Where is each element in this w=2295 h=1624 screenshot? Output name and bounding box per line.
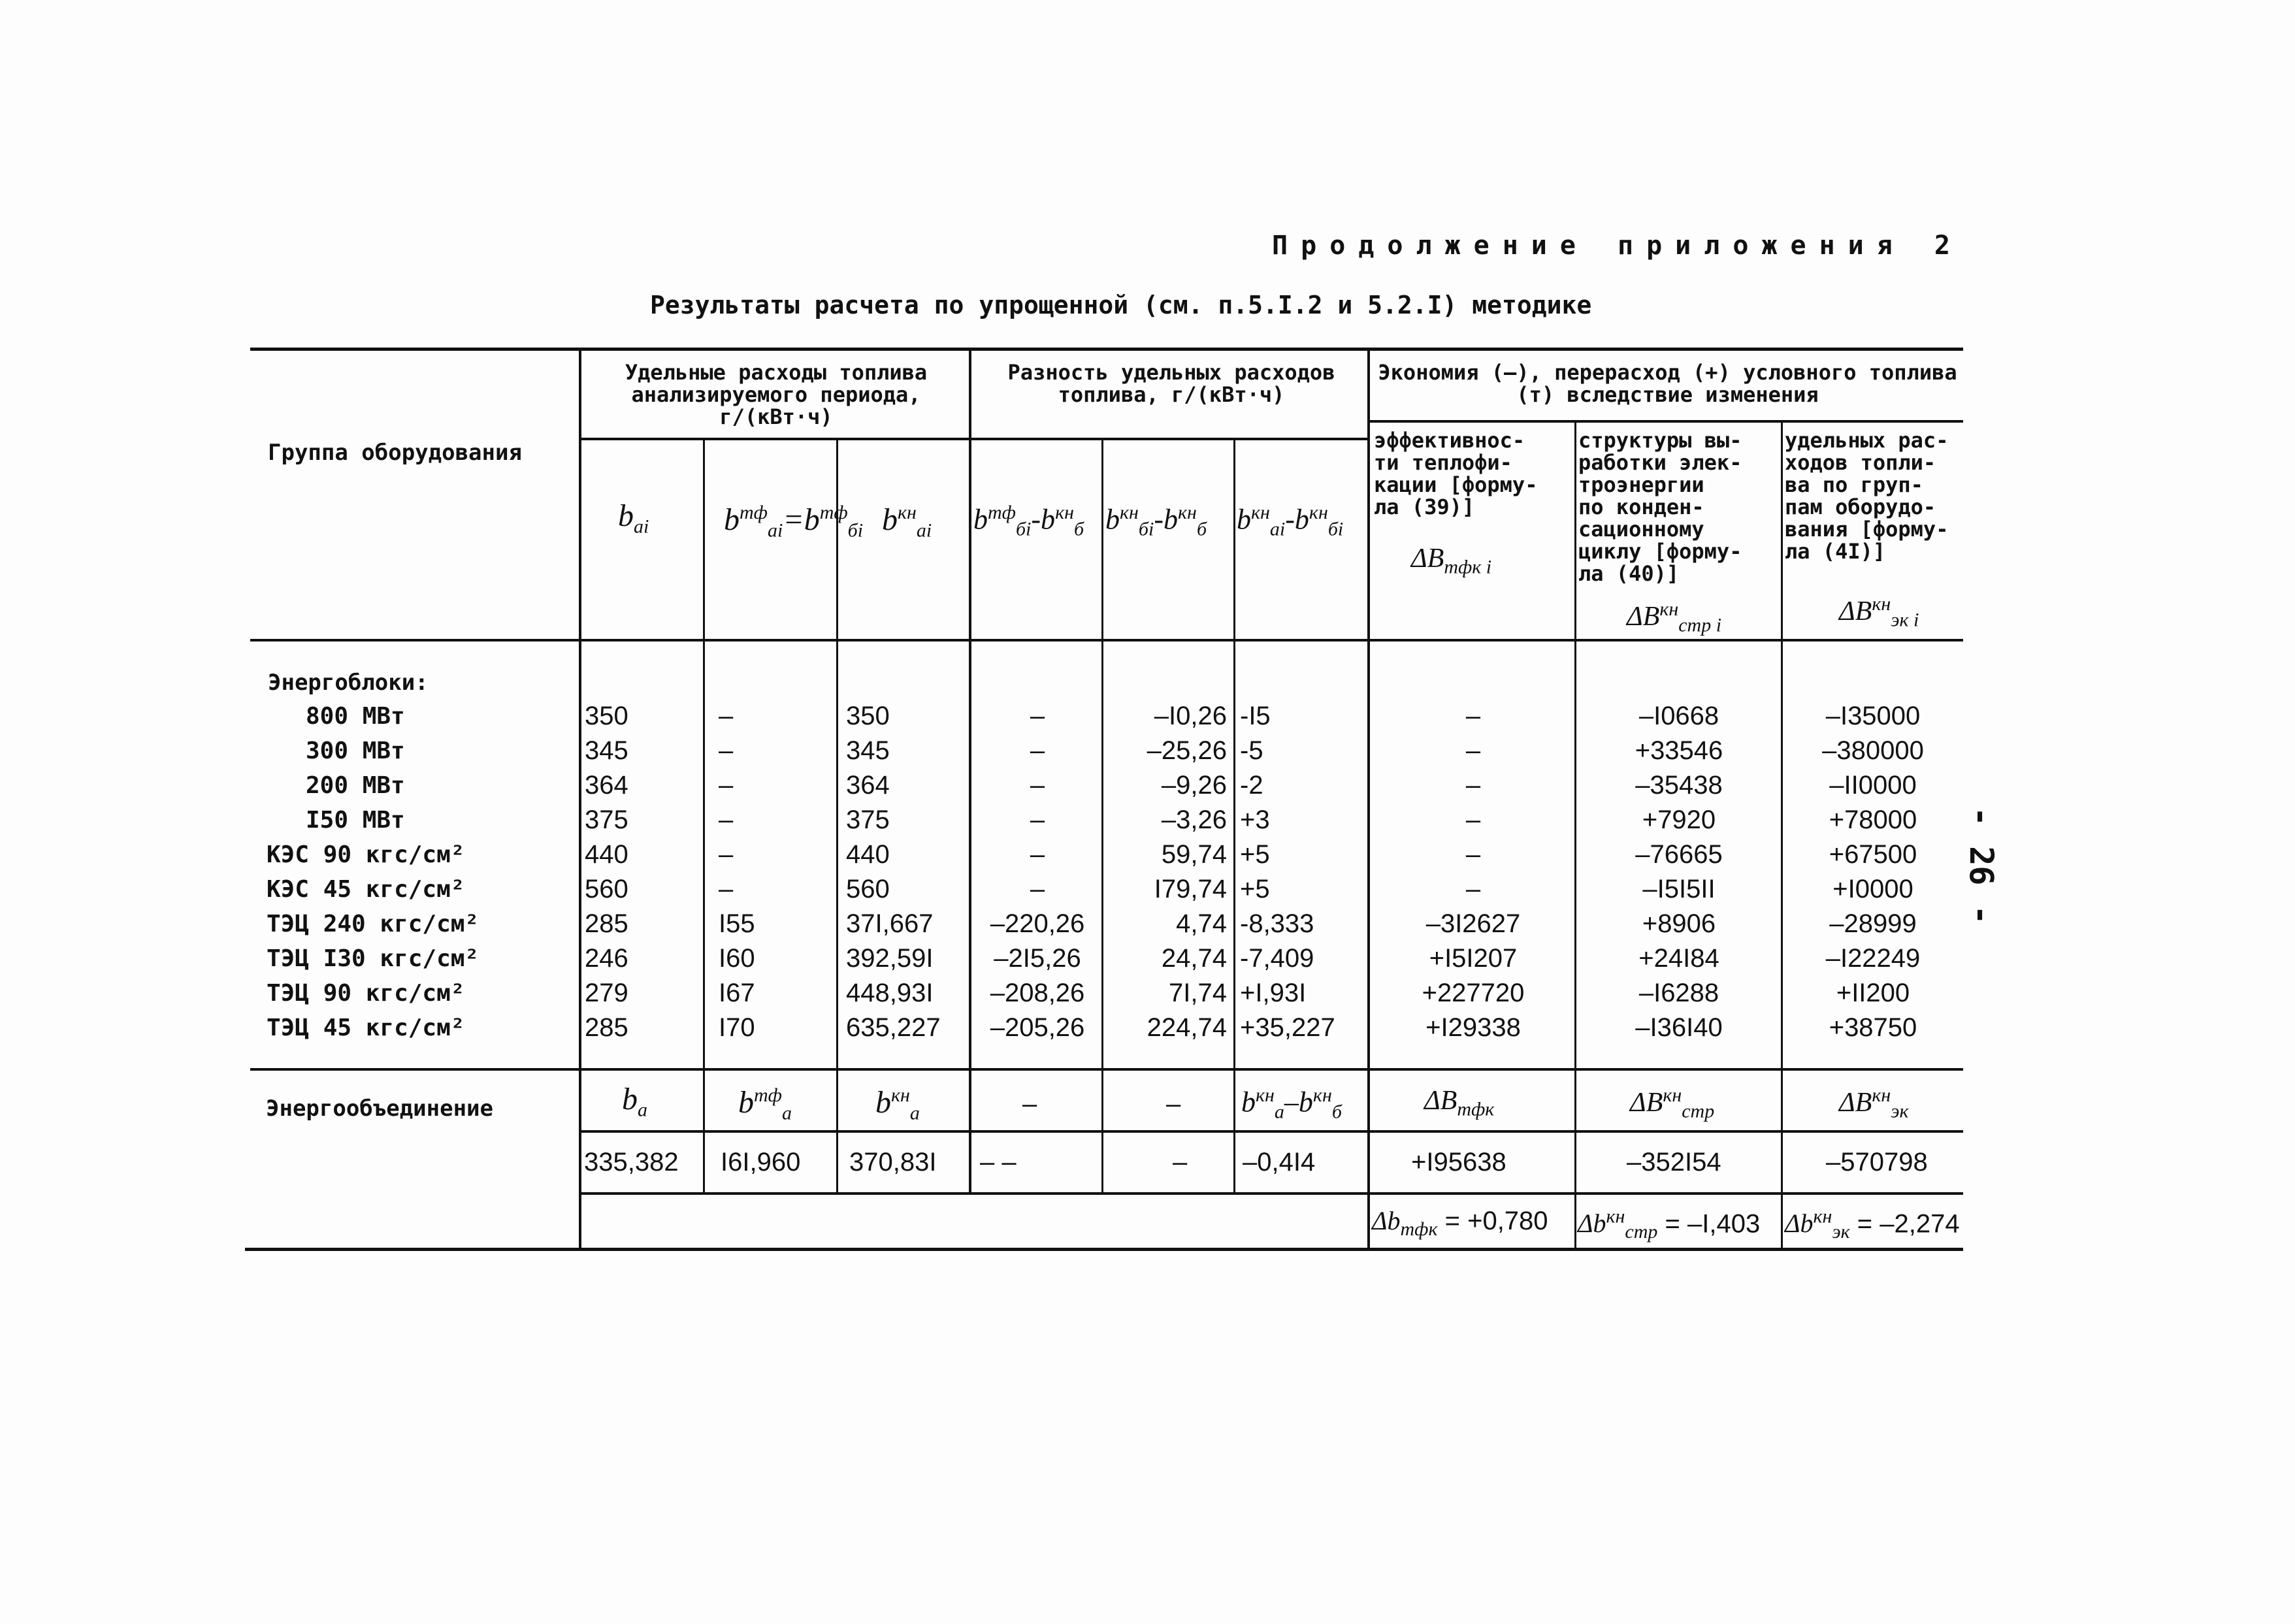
- row-cell-c5: 224,74: [1147, 1013, 1227, 1042]
- row-cell-c1: 560: [585, 875, 628, 903]
- row-cell-c6: -8,333: [1240, 909, 1314, 938]
- row-cell-c8: –I5I5II: [1642, 875, 1716, 903]
- subheader-str: [1578, 429, 1781, 585]
- groups-title: Энергоблоки:: [268, 670, 429, 696]
- summary-f9-sym: $\Delta b^{кн}_{эк}$: [1785, 1206, 1850, 1243]
- row-cell-c7: –: [1465, 875, 1481, 903]
- row-cell-c5: 24,74: [1161, 944, 1227, 973]
- summary-v9: –570798: [1826, 1148, 1928, 1177]
- row-cell-c2: –: [719, 702, 734, 730]
- summary-v1: 335,382: [584, 1148, 679, 1177]
- row-cell-c5: 4,74: [1176, 909, 1227, 938]
- header-group: Группа оборудования: [268, 440, 522, 466]
- row-cell-c1: 364: [585, 771, 628, 800]
- subheader-ud-line-3: ва по груп-: [1785, 472, 1923, 497]
- rule-body-bottom: [250, 1068, 1963, 1071]
- summary-sym-str: $\Delta B^{кн}_{стр}$: [1630, 1084, 1715, 1122]
- rule-subheader-left: [579, 438, 1370, 440]
- row-cell-c4: –: [1030, 805, 1045, 834]
- row-group-label: ТЭЦ 90 кгс/см²: [267, 980, 465, 1007]
- sym-b-tf-ai: $b^{тф}_{ai}=b^{тф}_{бi}$: [724, 502, 864, 542]
- row-cell-c8: –I6288: [1638, 979, 1719, 1007]
- row-cell-c3: 364: [846, 771, 890, 800]
- row-cell-c4: –208,26: [990, 979, 1085, 1007]
- row-cell-c1: 285: [585, 909, 628, 938]
- summary-sym-ek: $\Delta B^{кн}_{эк}$: [1839, 1084, 1909, 1122]
- row-cell-c1: 375: [585, 805, 628, 834]
- summary-f9: [1785, 1201, 1960, 1248]
- row-cell-c5: 7I,74: [1169, 979, 1227, 1007]
- row-cell-c2: –: [719, 736, 734, 765]
- row-cell-c7: –: [1465, 702, 1481, 730]
- summary-dash-5: –: [1166, 1090, 1181, 1118]
- row-cell-c9: –28999: [1829, 909, 1917, 938]
- vline-2: [703, 438, 705, 1194]
- row-cell-c2: I70: [719, 1013, 755, 1042]
- vline-7: [1367, 348, 1370, 1249]
- subheader-str-line-6: циклу [форму-: [1578, 539, 1742, 564]
- row-cell-c9: +78000: [1829, 805, 1917, 834]
- row-cell-c6: +3: [1240, 805, 1270, 834]
- rule-summary-val: [579, 1192, 1963, 1195]
- row-cell-c8: –I0668: [1638, 702, 1719, 730]
- row-cell-c3: 392,59I: [846, 944, 934, 973]
- row-cell-c5: –3,26: [1161, 805, 1227, 834]
- row-cell-c4: –: [1030, 840, 1045, 869]
- summary-v3: 370,83I: [849, 1148, 937, 1177]
- summary-v2: I6I,960: [721, 1148, 801, 1177]
- row-cell-c7: –: [1465, 771, 1481, 800]
- table-title: Результаты расчета по упрощенной (см. п.5.I.2 и 5.2.I) методике: [650, 291, 1592, 319]
- row-cell-c6: +I,93I: [1240, 979, 1307, 1007]
- row-cell-c9: –II0000: [1829, 771, 1917, 800]
- row-cell-c5: –I0,26: [1154, 702, 1227, 730]
- subheader-ud: [1785, 429, 1963, 562]
- row-cell-c9: +67500: [1829, 840, 1917, 869]
- header-diff-text: Разность удельных расходов топлива, г/(кВт·ч): [1007, 360, 1335, 407]
- summary-v4: – –: [980, 1148, 1017, 1177]
- row-cell-c8: –76665: [1635, 840, 1723, 869]
- row-cell-c2: –: [719, 840, 734, 869]
- summary-sym-ba-tf: $b^{тф}_a$: [738, 1084, 792, 1124]
- row-cell-c8: –I36I40: [1635, 1013, 1723, 1042]
- row-cell-c8: –35438: [1635, 771, 1723, 800]
- row-group-label: 300 МВт: [306, 738, 405, 764]
- row-cell-c9: –I22249: [1825, 944, 1921, 973]
- row-cell-c9: +I0000: [1832, 875, 1913, 903]
- row-cell-c2: –: [719, 875, 734, 903]
- row-cell-c9: –I35000: [1825, 702, 1921, 730]
- row-cell-c7: –: [1465, 805, 1481, 834]
- subheader-str-line-5: сационному: [1578, 517, 1704, 542]
- row-cell-c6: +5: [1240, 875, 1270, 903]
- subheader-str-line-2: работки элек-: [1578, 450, 1742, 475]
- row-cell-c4: –2I5,26: [994, 944, 1081, 973]
- row-group-label: 800 МВт: [306, 703, 405, 730]
- row-cell-c3: 560: [846, 875, 890, 903]
- subheader-str-line-1: структуры вы-: [1578, 428, 1742, 453]
- summary-sym-ba-kn: $b^{кн}_a$: [875, 1084, 920, 1124]
- row-cell-c6: -I5: [1240, 702, 1271, 730]
- sym-b-ai: $b_{ai}$: [618, 498, 649, 538]
- summary-f7-val: = +0,780: [1444, 1207, 1548, 1235]
- subheader-eff-line-2: ти теплофи-: [1374, 450, 1512, 475]
- summary-label: Энергообъединение: [266, 1096, 493, 1122]
- subheader-ud-line-1: удельных рас-: [1785, 428, 1949, 453]
- page-number: - 26 -: [1962, 807, 2000, 925]
- row-cell-c4: –: [1030, 736, 1045, 765]
- row-cell-c4: –: [1030, 702, 1045, 730]
- row-cell-c8: +7920: [1642, 805, 1716, 834]
- row-cell-c8: +33546: [1635, 736, 1723, 765]
- rule-subheader-right: [1370, 420, 1963, 423]
- page-header: Продолжение приложения 2: [1272, 231, 1963, 261]
- summary-f9-val: = –2,274: [1857, 1209, 1960, 1239]
- row-cell-c5: –9,26: [1161, 771, 1227, 800]
- row-cell-c5: I79,74: [1154, 875, 1227, 903]
- row-cell-c3: 635,227: [846, 1013, 941, 1042]
- row-cell-c2: –: [719, 771, 734, 800]
- summary-f7: [1372, 1205, 1548, 1246]
- sym-delta-ek: $\Delta B^{кн}_{эк i}$: [1839, 593, 1919, 631]
- row-group-label: КЭС 45 кгс/см²: [267, 876, 465, 903]
- subheader-ud-line-2: ходов топли-: [1785, 450, 1936, 475]
- sym-diff-kn-b: $b^{кн}_{бi}-b^{кн}_б$: [1105, 502, 1207, 540]
- row-cell-c2: I60: [719, 944, 755, 973]
- rule-summary-sym: [579, 1130, 1963, 1133]
- summary-v6: –0,4I4: [1243, 1148, 1316, 1177]
- row-cell-c7: –3I2627: [1425, 909, 1521, 938]
- row-cell-c3: 375: [846, 805, 890, 834]
- row-group-label: ТЭЦ 240 кгс/см²: [267, 911, 480, 937]
- vline-3: [836, 438, 838, 1194]
- header-spec-rates: [583, 361, 969, 428]
- summary-v8: –352I54: [1627, 1148, 1721, 1177]
- row-group-label: I50 МВт: [306, 807, 405, 834]
- row-cell-c4: –: [1030, 771, 1045, 800]
- header-economy: [1372, 361, 1963, 406]
- summary-sym-tfk: $\Delta B_{тфк}$: [1424, 1086, 1495, 1120]
- header-spec-rates-text: Удельные расходы топлива анализируемого периода, г/(кВт·ч): [625, 360, 928, 429]
- row-cell-c1: 345: [585, 736, 628, 765]
- row-cell-c6: -7,409: [1240, 944, 1314, 973]
- row-cell-c4: –: [1030, 875, 1045, 903]
- subheader-ud-line-4: пам оборудо-: [1785, 495, 1936, 519]
- row-cell-c3: 37I,667: [846, 909, 934, 938]
- summary-v7: +I95638: [1411, 1148, 1506, 1177]
- summary-f7-sym: $\Delta b_{тфк}$: [1372, 1206, 1438, 1240]
- sym-delta-str: $\Delta B^{кн}_{стр i}$: [1627, 598, 1722, 636]
- subheader-ud-line-6: ла (4I)]: [1785, 539, 1886, 564]
- subheader-eff-line-3: кации [форму-: [1374, 472, 1538, 497]
- subheader-ud-line-5: вания [форму-: [1785, 517, 1949, 542]
- row-cell-c1: 246: [585, 944, 628, 973]
- row-cell-c7: +227720: [1422, 979, 1525, 1007]
- row-cell-c6: -5: [1240, 736, 1263, 765]
- row-cell-c7: +I5I207: [1429, 944, 1518, 973]
- row-cell-c7: –: [1465, 840, 1481, 869]
- row-cell-c6: -2: [1240, 771, 1263, 800]
- sym-delta-tfk: $\Delta B_{тфк i}$: [1411, 544, 1492, 578]
- row-cell-c2: I67: [719, 979, 755, 1007]
- row-cell-c4: –205,26: [990, 1013, 1085, 1042]
- row-cell-c1: 279: [585, 979, 628, 1007]
- row-cell-c6: +35,227: [1240, 1013, 1335, 1042]
- subheader-str-line-3: троэнергии: [1578, 472, 1704, 497]
- subheader-str-line-4: по конден-: [1578, 495, 1704, 519]
- row-cell-c5: –25,26: [1147, 736, 1227, 765]
- row-cell-c1: 350: [585, 702, 628, 730]
- summary-f8-sym: $\Delta b^{кн}_{стр}$: [1578, 1206, 1658, 1243]
- row-cell-c8: +24I84: [1638, 944, 1719, 973]
- row-cell-c3: 440: [846, 840, 890, 869]
- row-group-label: КЭС 90 кгс/см²: [267, 841, 465, 868]
- vline-9: [1781, 420, 1783, 1249]
- vline-4: [969, 348, 971, 1194]
- subheader-eff-line-4: ла (39)]: [1374, 495, 1475, 519]
- row-cell-c6: +5: [1240, 840, 1270, 869]
- subheader-eff: [1374, 429, 1573, 518]
- row-cell-c7: +I29338: [1425, 1013, 1521, 1042]
- row-cell-c9: –380000: [1822, 736, 1924, 765]
- vline-8: [1574, 420, 1576, 1249]
- summary-sym-ba: $b_a$: [622, 1082, 647, 1121]
- vline-5: [1101, 438, 1103, 1194]
- row-cell-c3: 448,93I: [846, 979, 934, 1007]
- sym-b-kn-ai: $b^{кн}_{ai}$: [882, 502, 932, 542]
- summary-sym-diff: $b^{кн}_a-b^{кн}_б$: [1241, 1084, 1342, 1123]
- vline-1: [579, 348, 581, 1249]
- row-cell-c8: +8906: [1642, 909, 1716, 938]
- row-cell-c9: +38750: [1829, 1013, 1917, 1042]
- row-cell-c2: –: [719, 805, 734, 834]
- row-group-label: ТЭЦ I30 кгс/см²: [267, 945, 480, 972]
- row-group-label: 200 МВт: [306, 772, 405, 799]
- summary-v5: –: [1173, 1148, 1188, 1177]
- rule-top: [250, 348, 1963, 351]
- header-diff: [975, 361, 1368, 406]
- subheader-str-line-7: ла (40)]: [1578, 561, 1680, 586]
- header-economy-text: Экономия (–), перерасход (+) условного топлива (т) вследствие изменения: [1378, 360, 1957, 407]
- summary-f8: [1578, 1201, 1760, 1248]
- row-cell-c1: 440: [585, 840, 628, 869]
- row-cell-c9: +II200: [1836, 979, 1910, 1007]
- row-cell-c5: 59,74: [1161, 840, 1227, 869]
- row-group-label: ТЭЦ 45 кгс/см²: [267, 1015, 465, 1041]
- sym-diff-tf: $b^{тф}_{бi}-b^{кн}_б$: [973, 502, 1084, 540]
- summary-dash-4: –: [1022, 1090, 1037, 1118]
- row-cell-c7: –: [1465, 736, 1481, 765]
- vline-6: [1233, 438, 1235, 1194]
- row-cell-c2: I55: [719, 909, 755, 938]
- row-cell-c1: 285: [585, 1013, 628, 1042]
- row-cell-c4: –220,26: [990, 909, 1085, 938]
- sym-diff-kn-a: $b^{кн}_{ai}-b^{кн}_{бi}$: [1237, 502, 1344, 540]
- row-cell-c3: 345: [846, 736, 890, 765]
- summary-f8-val: = –I,403: [1665, 1209, 1761, 1239]
- subheader-eff-line-1: эффективнос-: [1374, 428, 1525, 453]
- row-cell-c3: 350: [846, 702, 890, 730]
